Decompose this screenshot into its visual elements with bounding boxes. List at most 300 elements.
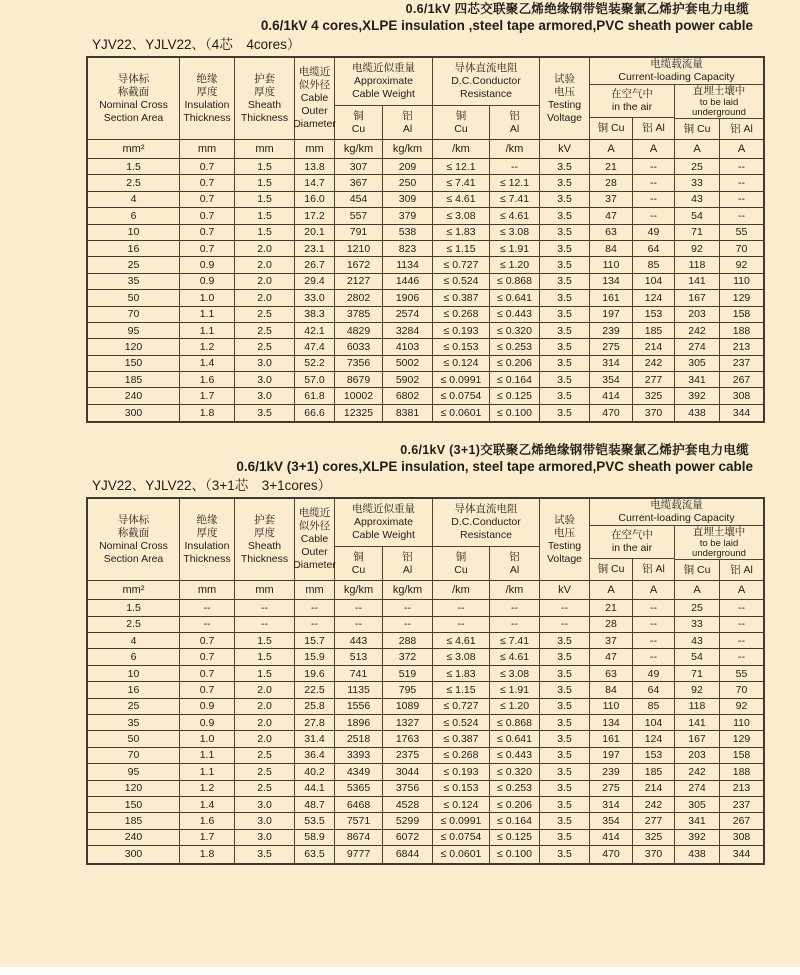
cell-resistance-al: ≤ 0.164 [490,372,540,387]
cell-outer-diameter: 17.2 [295,208,335,223]
cell-air-al: 85 [633,257,675,272]
cell-air-al: 49 [633,225,675,240]
table-row [88,846,763,862]
table-title-english: 0.6/1kV 4 cores,XLPE insulation ,steel tape armored,PVC sheath power cable [260,18,753,33]
cell-outer-diameter: 33.0 [295,290,335,305]
table-row [88,649,763,665]
cell-resistance-al: ≤ 7.41 [490,192,540,207]
cell-underground-cu: 203 [675,307,720,322]
cell-sheath-thickness: 2.5 [235,323,295,338]
cell-weight-al: 250 [383,175,433,190]
cell-resistance-cu: ≤ 0.268 [433,307,490,322]
unit-cell: A [675,581,720,599]
cell-nominal-area: 6 [88,649,180,664]
cell-weight-al: 372 [383,649,433,664]
cell-weight-al: 1763 [383,731,433,746]
cell-resistance-al: ≤ 1.91 [490,241,540,256]
header-group-title: 电缆近似重量 Approximate Cable Weight [335,499,432,547]
cell-resistance-cu: ≤ 0.727 [433,699,490,714]
table-title-chinese: 0.6/1kV 四芯交联聚乙烯绝缘钢带铠装聚氯乙烯护套电力电缆 [405,2,749,16]
cell-sheath-thickness: 1.5 [235,649,295,664]
cell-resistance-al: ≤ 0.164 [490,813,540,828]
cell-insulation-thickness: 0.7 [180,633,235,648]
cell-insulation-thickness: 1.0 [180,290,235,305]
cell-weight-cu: 307 [335,159,383,174]
cell-weight-cu: 4829 [335,323,383,338]
cell-underground-cu: 43 [675,192,720,207]
cell-underground-al: 92 [735,700,748,713]
unit-cell: kg/km [335,140,383,158]
cell-resistance-al: ≤ 0.100 [490,846,540,862]
cell-air-al: 64 [633,682,675,697]
cell-resistance-cu: -- [433,617,490,632]
cell-outer-diameter: 52.2 [295,356,335,371]
header-group-title: 电缆近似重量 Approximate Cable Weight [335,58,432,106]
cell-testing-voltage: 3.5 [540,257,590,272]
cell-underground-cu: 305 [675,797,720,812]
cell-testing-voltage: 3.5 [540,192,590,207]
cell-underground-cu: 167 [675,731,720,746]
table-row [88,830,763,846]
cell-sheath-thickness: 3.5 [235,846,295,862]
cell-resistance-al: ≤ 0.443 [490,307,540,322]
cell-air-cu: 84 [590,241,633,256]
header-cell-cu: 铜 Cu [675,119,720,139]
cell-underground-al: 110 [733,275,750,288]
cell-underground-cu: 305 [675,356,720,371]
cell-nominal-area: 4 [88,192,180,207]
cell-outer-diameter: 53.5 [295,813,335,828]
cell-air-al: -- [633,208,675,223]
cell-outer-diameter: 47.4 [295,339,335,354]
cell-air-cu: 28 [590,175,633,190]
unit-cell: mm [235,581,295,599]
cell-nominal-area: 4 [88,633,180,648]
cell-underground-cu: 54 [675,649,720,664]
cell-insulation-thickness: 0.7 [180,225,235,240]
cell-resistance-cu: ≤ 0.0991 [433,372,490,387]
cell-underground-cu: 43 [675,633,720,648]
cell-nominal-area: 35 [88,274,180,289]
table-row [88,241,763,257]
cell-nominal-area: 10 [88,225,180,240]
cell-insulation-thickness: 0.7 [180,208,235,223]
cell-resistance-cu: ≤ 0.0991 [433,813,490,828]
cell-sheath-thickness: -- [235,600,295,615]
unit-cell: kV [540,140,590,158]
cell-weight-al: 1134 [383,257,433,272]
cell-resistance-al: ≤ 0.125 [490,830,540,845]
cell-resistance-al: -- [490,600,540,615]
cell-insulation-thickness: 1.7 [180,830,235,845]
cell-resistance-cu: ≤ 1.83 [433,225,490,240]
cell-weight-cu: 8679 [335,372,383,387]
cell-air-al: 242 [633,797,675,812]
unit-cell: A [633,581,675,599]
cell-resistance-cu: ≤ 0.0754 [433,830,490,845]
cell-weight-cu: 557 [335,208,383,223]
cell-testing-voltage: 3.5 [540,225,590,240]
cell-underground-cu: 341 [675,372,720,387]
header-cell-cu: 铜 Cu [335,547,383,580]
cell-air-cu: 239 [590,764,633,779]
cell-air-al: -- [633,159,675,174]
header-cell-cu: 铜 Cu [433,106,490,139]
header-cell-al: 铝 Al [730,122,753,135]
cell-sheath-thickness: 2.5 [235,339,295,354]
cell-air-cu: 63 [590,666,633,681]
cell-resistance-al: ≤ 0.641 [490,290,540,305]
cell-air-cu: 197 [590,307,633,322]
cell-testing-voltage: 3.5 [540,633,590,648]
cell-insulation-thickness: -- [180,600,235,615]
cell-air-cu: 47 [590,649,633,664]
cell-insulation-thickness: 0.9 [180,699,235,714]
cell-nominal-area: 6 [88,208,180,223]
cell-weight-al: 3284 [383,323,433,338]
header-cell-al: 铝 Al [642,563,665,576]
cell-testing-voltage: 3.5 [540,666,590,681]
cell-air-al: 64 [633,241,675,256]
cell-air-al: 104 [633,715,675,730]
cell-underground-cu: 25 [675,600,720,615]
cell-weight-cu: 367 [335,175,383,190]
cell-resistance-cu: -- [433,600,490,615]
cell-nominal-area: 50 [88,290,180,305]
cell-air-cu: 197 [590,748,633,763]
cell-testing-voltage: 3.5 [540,339,590,354]
cell-air-al: 325 [633,830,675,845]
unit-cell: mm² [88,140,180,158]
cell-underground-cu: 118 [675,257,720,272]
cell-testing-voltage: 3.5 [540,356,590,371]
cell-weight-cu: 513 [335,649,383,664]
cell-weight-al: 379 [383,208,433,223]
cell-air-al: 214 [633,781,675,796]
header-cell: 在空气中 in the air [590,526,674,559]
cell-weight-al: 795 [383,682,433,697]
cell-insulation-thickness: 0.7 [180,682,235,697]
cell-resistance-al: ≤ 3.08 [490,666,540,681]
cell-sheath-thickness: 2.5 [235,781,295,796]
cell-weight-cu: 12325 [335,405,383,421]
cell-outer-diameter: 14.7 [295,175,335,190]
cell-air-cu: 354 [590,372,633,387]
cell-outer-diameter: 20.1 [295,225,335,240]
table-header [88,58,763,140]
cell-nominal-area: 2.5 [88,175,180,190]
header-group-title: 导体直流电阻 D.C.Conductor Resistance [433,499,539,547]
header-cell: 绝缘 厚度 Insulation Thickness [180,58,235,139]
cell-weight-cu: 1556 [335,699,383,714]
cell-weight-cu: 741 [335,666,383,681]
cell-weight-al: 5299 [383,813,433,828]
table-title-english: 0.6/1kV (3+1) cores,XLPE insulation, steel tape armored,PVC sheath power cable [236,459,753,475]
cable-model-line: YJV22、YJLV22、（3+1芯 3+1cores） [92,478,332,494]
cell-testing-voltage: -- [540,617,590,632]
cell-insulation-thickness: 0.7 [180,666,235,681]
cell-outer-diameter: 19.6 [295,666,335,681]
cell-weight-al: 6072 [383,830,433,845]
cell-air-cu: 47 [590,208,633,223]
cell-nominal-area: 300 [88,405,180,421]
cell-resistance-al: ≤ 0.320 [490,764,540,779]
cell-testing-voltage: -- [540,600,590,615]
table-row [88,323,763,339]
cell-air-al: 104 [633,274,675,289]
cell-resistance-cu: ≤ 3.08 [433,208,490,223]
cell-sheath-thickness: 2.5 [235,307,295,322]
cell-nominal-area: 50 [88,731,180,746]
header-cell: 直埋土壤中 to be laid underground [675,526,763,560]
table-row [88,633,763,649]
cell-sheath-thickness: 1.5 [235,208,295,223]
cell-weight-cu: 7356 [335,356,383,371]
cell-resistance-cu: ≤ 0.124 [433,797,490,812]
header-cell-al: 铝 Al [509,109,520,135]
cell-underground-al: 158 [732,308,751,321]
cell-resistance-al: ≤ 3.08 [490,225,540,240]
cell-testing-voltage: 3.5 [540,731,590,746]
cell-testing-voltage: 3.5 [540,241,590,256]
cell-sheath-thickness: 3.0 [235,797,295,812]
cell-weight-al: 1446 [383,274,433,289]
cell-weight-al: 1327 [383,715,433,730]
cell-air-al: 124 [633,290,675,305]
header-group-title: 导体直流电阻 D.C.Conductor Resistance [433,58,539,106]
cell-air-cu: 414 [590,830,633,845]
cell-underground-cu: 92 [675,682,720,697]
cell-nominal-area: 240 [88,388,180,403]
cell-insulation-thickness: 0.9 [180,274,235,289]
cell-insulation-thickness: 1.4 [180,797,235,812]
header-cell: 护套 厚度 Sheath Thickness [235,58,295,139]
cell-weight-al: 823 [383,241,433,256]
cell-weight-cu: 6468 [335,797,383,812]
cell-resistance-al: ≤ 0.320 [490,323,540,338]
cell-underground-al: 308 [732,390,751,403]
cell-resistance-cu: ≤ 0.524 [433,274,490,289]
cell-resistance-cu: ≤ 4.61 [433,633,490,648]
unit-cell: /km [433,581,490,599]
cell-testing-voltage: 3.5 [540,699,590,714]
cell-insulation-thickness: 1.1 [180,307,235,322]
cell-resistance-cu: ≤ 1.15 [433,682,490,697]
cell-resistance-cu: ≤ 0.727 [433,257,490,272]
cell-underground-al: 129 [732,733,751,746]
unit-cell: A [737,143,746,155]
table-row [88,372,763,388]
cell-weight-al: 5002 [383,356,433,371]
cell-insulation-thickness: 0.7 [180,649,235,664]
cell-underground-cu: 203 [675,748,720,763]
cell-underground-cu: 274 [675,781,720,796]
table-row [88,257,763,273]
cell-air-al: 153 [633,307,675,322]
cell-air-al: -- [633,617,675,632]
cell-resistance-al: ≤ 0.868 [490,715,540,730]
header-group-title: 电缆载流量 Current-loading Capacity [590,499,763,526]
cell-outer-diameter: -- [295,617,335,632]
cell-underground-al: -- [738,651,745,664]
cell-resistance-al: -- [490,617,540,632]
cell-underground-al: 344 [732,407,751,420]
cell-underground-al: 237 [732,798,751,811]
cell-sheath-thickness: 2.0 [235,241,295,256]
cell-underground-cu: 242 [675,323,720,338]
unit-cell: mm [235,140,295,158]
cell-underground-al: 70 [735,242,748,255]
cell-resistance-al: ≤ 0.100 [490,405,540,421]
cell-nominal-area: 1.5 [88,159,180,174]
cell-underground-cu: 274 [675,339,720,354]
cell-air-cu: 414 [590,388,633,403]
cell-insulation-thickness: 1.7 [180,388,235,403]
cell-underground-cu: 92 [675,241,720,256]
cell-underground-al: -- [738,160,745,173]
cell-air-al: 185 [633,764,675,779]
cell-sheath-thickness: 2.0 [235,682,295,697]
spec-table-3plus1core [86,497,765,864]
header-cell: 电缆近 似外径 Cable Outer Diameter [295,499,335,580]
cell-air-al: 277 [633,372,675,387]
units-row [88,581,763,600]
cell-air-al: 370 [633,846,675,862]
cell-underground-cu: 438 [675,405,720,421]
cell-insulation-thickness: -- [180,617,235,632]
cell-weight-cu: 2127 [335,274,383,289]
cell-air-al: 370 [633,405,675,421]
table-row [88,764,763,780]
cell-outer-diameter: 26.7 [295,257,335,272]
cell-air-cu: 63 [590,225,633,240]
table-row [88,715,763,731]
cell-resistance-al: ≤ 0.253 [490,339,540,354]
cell-sheath-thickness: 3.0 [235,813,295,828]
cell-sheath-thickness: 1.5 [235,159,295,174]
cell-nominal-area: 10 [88,666,180,681]
cell-underground-cu: 341 [675,813,720,828]
cell-resistance-cu: ≤ 0.193 [433,323,490,338]
cell-air-al: 325 [633,388,675,403]
cell-air-cu: 21 [590,159,633,174]
cell-underground-al: 344 [732,848,751,861]
cell-air-cu: 110 [590,699,633,714]
cell-nominal-area: 120 [88,781,180,796]
cell-underground-cu: 33 [675,175,720,190]
cell-resistance-al: ≤ 0.868 [490,274,540,289]
table-row [88,192,763,208]
header-group-resistance [433,499,540,580]
cell-sheath-thickness: 2.0 [235,699,295,714]
table-row [88,388,763,404]
header-group-weight [335,499,433,580]
cell-sheath-thickness: 2.0 [235,274,295,289]
cell-resistance-cu: ≤ 0.387 [433,731,490,746]
cell-weight-cu: 443 [335,633,383,648]
cell-resistance-cu: ≤ 0.153 [433,781,490,796]
cell-testing-voltage: 3.5 [540,649,590,664]
cell-outer-diameter: 40.2 [295,764,335,779]
unit-cell: mm [180,581,235,599]
cell-testing-voltage: 3.5 [540,175,590,190]
header-cell: 试验 电压 Testing Voltage [540,58,590,139]
cell-air-cu: 314 [590,797,633,812]
cell-testing-voltage: 3.5 [540,307,590,322]
cell-nominal-area: 240 [88,830,180,845]
cell-resistance-al: -- [490,159,540,174]
header-cell: 护套 厚度 Sheath Thickness [235,499,295,580]
header-group-title: 电缆载流量 Current-loading Capacity [590,58,763,85]
table-row [88,781,763,797]
cell-testing-voltage: 3.5 [540,830,590,845]
cell-testing-voltage: 3.5 [540,159,590,174]
cell-insulation-thickness: 1.4 [180,356,235,371]
cell-weight-cu: 10002 [335,388,383,403]
cell-underground-cu: 392 [675,388,720,403]
cell-testing-voltage: 3.5 [540,274,590,289]
cell-sheath-thickness: 3.0 [235,356,295,371]
cell-resistance-al: ≤ 1.20 [490,699,540,714]
unit-cell: A [737,584,746,597]
cell-insulation-thickness: 1.6 [180,372,235,387]
cell-underground-cu: 54 [675,208,720,223]
cell-weight-al: 6844 [383,846,433,862]
header-subgroup-underground [675,526,763,580]
cell-resistance-cu: ≤ 0.0601 [433,405,490,421]
cell-outer-diameter: 13.8 [295,159,335,174]
cell-resistance-al: ≤ 0.206 [490,356,540,371]
cell-air-al: 153 [633,748,675,763]
cell-insulation-thickness: 1.1 [180,764,235,779]
cell-air-al: 49 [633,666,675,681]
cell-testing-voltage: 3.5 [540,208,590,223]
cell-underground-cu: 25 [675,159,720,174]
table-row [88,339,763,355]
cell-weight-al: 8381 [383,405,433,421]
cell-outer-diameter: 15.9 [295,649,335,664]
cell-underground-al: 129 [732,291,751,304]
cell-resistance-al: ≤ 0.206 [490,797,540,812]
cell-resistance-cu: ≤ 0.124 [433,356,490,371]
cell-weight-al: 309 [383,192,433,207]
cell-resistance-cu: ≤ 7.41 [433,175,490,190]
cell-air-al: -- [633,633,675,648]
cell-insulation-thickness: 0.9 [180,715,235,730]
cell-nominal-area: 16 [88,682,180,697]
cell-weight-cu: 2802 [335,290,383,305]
cell-underground-al: -- [738,177,745,190]
cell-outer-diameter: 27.8 [295,715,335,730]
cell-air-al: -- [633,600,675,615]
cell-air-cu: 134 [590,274,633,289]
cell-weight-al: 5902 [383,372,433,387]
cell-underground-al: 188 [732,765,751,778]
header-cell-al: 铝 Al [730,563,753,576]
cell-weight-cu: 1135 [335,682,383,697]
unit-cell: A [633,140,675,158]
header-cell: 导体标 称截面 Nominal Cross Section Area [88,499,180,580]
table-row [88,356,763,372]
cell-air-cu: 275 [590,781,633,796]
table-row [88,208,763,224]
cell-weight-cu: 791 [335,225,383,240]
cell-underground-al: 55 [735,667,748,680]
cell-sheath-thickness: 2.5 [235,748,295,763]
cell-testing-voltage: 3.5 [540,813,590,828]
cell-nominal-area: 70 [88,307,180,322]
table-row [88,813,763,829]
